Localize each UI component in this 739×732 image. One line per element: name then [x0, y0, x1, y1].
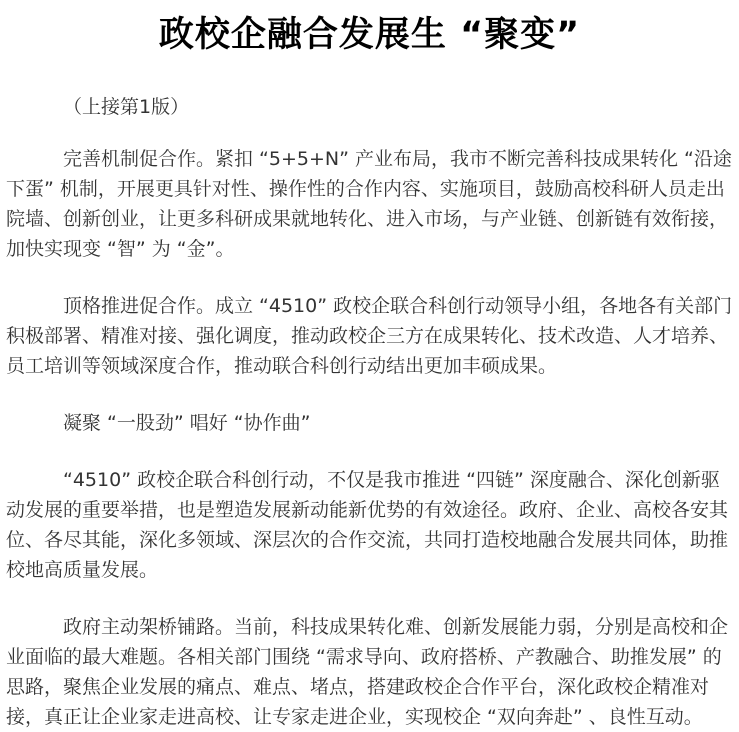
paragraph-3: “4510” 政校企联合科创行动，不仅是我市推进 “四链” 深度融合、深化创新驱动发展的重要举措，也是塑造发展新动能新优势的有效途径。政府、企业、高校各安其位、各尽其能，深化多领域、深层次的合作交流，共同打造校地融合发展共同体，助推校地高质量发展。 — [6, 469, 729, 581]
continuation-note: （上接第1版） — [63, 96, 190, 118]
paragraph-4: 政府主动架桥铺路。当前，科技成果转化难、创新发展能力弱，分别是高校和企业面临的最大难题。各相关部门围绕 “需求导向、政府搭桥、产教融合、助推发展” 的思路，聚焦企业发展的痛点、难点、堵点，搭建政校企合作平台，深化政校企精准对接，真正让企业家走进高校、让专家走进企业，实现校企 “双向奔赴” 、良性互动。 — [6, 616, 729, 728]
article-page — [0, 14, 739, 732]
article-title: 政校企融合发展生 “聚变” — [158, 15, 581, 55]
paragraph-2: 顶格推进促合作。成立 “4510” 政校企联合科创行动领导小组，各地各有关部门积极部署、精准对接、强化调度，推动政校企三方在成果转化、技术改造、人才培养、员工培训等领域深度合作，推动联合科创行动结出更加丰硕成果。 — [6, 295, 733, 377]
paragraph-1: 完善机制促合作。紧扣 “5+5+N” 产业布局，我市不断完善科技成果转化 “沿途下蛋” 机制，开展更具针对性、操作性的合作内容、实施项目，鼓励高校科研人员走出院墙、创新创业，让更多科研成果就地转化、进入市场，与产业链、创新链有效衔接，加快实现变 “智” 为 “金”。 — [6, 148, 732, 260]
section-heading: 凝聚 “一股劲” 唱好 “协作曲” — [63, 412, 311, 434]
